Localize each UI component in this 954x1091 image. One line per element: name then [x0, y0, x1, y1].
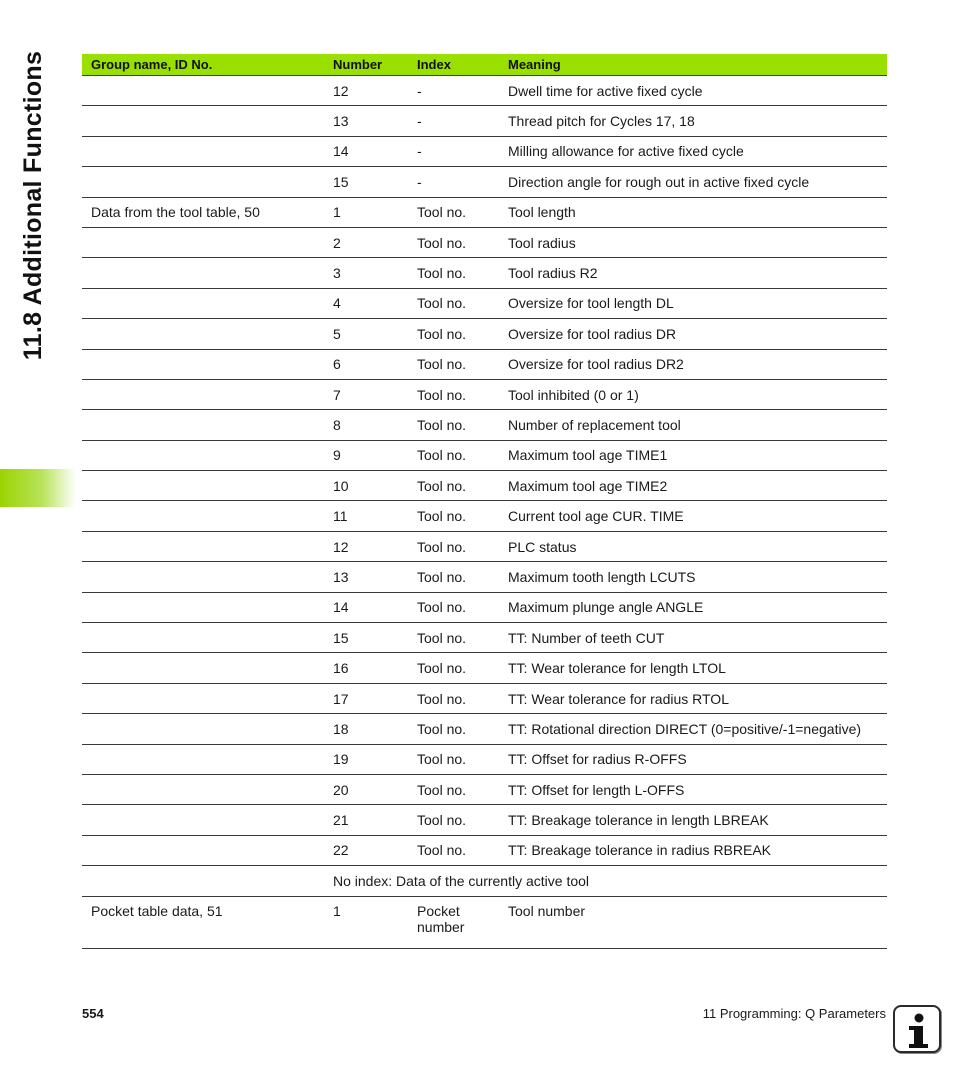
cell-group: [82, 167, 333, 197]
cell-meaning: Tool length: [508, 197, 887, 227]
cell-meaning: Maximum plunge angle ANGLE: [508, 592, 887, 622]
cell-meaning: Dwell time for active fixed cycle: [508, 76, 887, 106]
cell-group: [82, 744, 333, 774]
cell-group: [82, 805, 333, 835]
table-row: [82, 805, 887, 835]
cell-index: Tool no.: [417, 592, 508, 622]
cell-index: Tool no.: [417, 349, 508, 379]
cell-number: 4: [333, 288, 417, 318]
cell-group: [82, 136, 333, 166]
cell-meaning: Number of replacement tool: [508, 410, 887, 440]
cell-index: -: [417, 76, 508, 106]
cell-index: Tool no.: [417, 501, 508, 531]
table-row: [82, 76, 887, 106]
cell-number: 7: [333, 379, 417, 409]
cell-meaning: Maximum tool age TIME1: [508, 440, 887, 470]
table-row: [82, 744, 887, 774]
cell-meaning: Direction angle for rough out in active fixed cycle: [508, 167, 887, 197]
cell-meaning: TT: Offset for radius R-OFFS: [508, 744, 887, 774]
table-row: [82, 714, 887, 744]
q-parameter-table: [82, 54, 887, 949]
cell-index: Tool no.: [417, 227, 508, 257]
cell-index: Tool no.: [417, 531, 508, 561]
table-row: [82, 227, 887, 257]
header-index: Index: [417, 54, 508, 76]
table-row: [82, 197, 887, 227]
cell-index: -: [417, 106, 508, 136]
table-row: [82, 501, 887, 531]
table-row: [82, 653, 887, 683]
table-row: [82, 592, 887, 622]
cell-index: Tool no.: [417, 623, 508, 653]
cell-index: -: [417, 136, 508, 166]
cell-number: 3: [333, 258, 417, 288]
table-row: [82, 349, 887, 379]
cell-meaning: TT: Offset for length L-OFFS: [508, 774, 887, 804]
cell-index: Tool no.: [417, 562, 508, 592]
cell-meaning: Tool radius: [508, 227, 887, 257]
cell-group: [82, 835, 333, 865]
header-group: Group name, ID No.: [82, 54, 333, 76]
cell-group: [82, 683, 333, 713]
cell-group: [82, 653, 333, 683]
table-header: [82, 54, 887, 76]
cell-index: Tool no.: [417, 805, 508, 835]
cell-meaning: Oversize for tool radius DR: [508, 319, 887, 349]
table-row: [82, 531, 887, 561]
cell-index: Tool no.: [417, 774, 508, 804]
cell-number: 1: [333, 896, 417, 948]
cell-group: [82, 440, 333, 470]
info-icon: [893, 1005, 941, 1053]
pocket-row: [82, 896, 887, 948]
cell-meaning: Milling allowance for active fixed cycle: [508, 136, 887, 166]
cell-number: 22: [333, 835, 417, 865]
cell-group: [82, 319, 333, 349]
cell-number: 10: [333, 471, 417, 501]
cell-group: [82, 227, 333, 257]
cell-number: 14: [333, 592, 417, 622]
cell-meaning: TT: Breakage tolerance in radius RBREAK: [508, 835, 887, 865]
table-row: [82, 835, 887, 865]
cell-index: Tool no.: [417, 410, 508, 440]
cell-meaning: Tool number: [508, 896, 887, 948]
table-row: [82, 623, 887, 653]
cell-meaning: Oversize for tool length DL: [508, 288, 887, 318]
cell-meaning: Maximum tool age TIME2: [508, 471, 887, 501]
cell-meaning: Tool inhibited (0 or 1): [508, 379, 887, 409]
cell-index: Tool no.: [417, 744, 508, 774]
cell-group: [82, 774, 333, 804]
cell-number: 12: [333, 76, 417, 106]
cell-group: [82, 531, 333, 561]
table-row: [82, 136, 887, 166]
note-row: [82, 866, 887, 896]
cell-group: [82, 714, 333, 744]
table-row: [82, 774, 887, 804]
table-row: [82, 440, 887, 470]
cell-index: Tool no.: [417, 440, 508, 470]
table-row: [82, 288, 887, 318]
cell-index: Pocket number: [417, 896, 508, 948]
cell-number: 14: [333, 136, 417, 166]
cell-index: Tool no.: [417, 197, 508, 227]
cell-number: 19: [333, 744, 417, 774]
table-row: [82, 410, 887, 440]
table-header-row: [82, 54, 887, 76]
cell-group: [82, 106, 333, 136]
cell-number: 12: [333, 531, 417, 561]
cell-group: Pocket table data, 51: [82, 896, 333, 948]
side-chapter-title: [8, 52, 60, 358]
cell-index: -: [417, 167, 508, 197]
cell-meaning: PLC status: [508, 531, 887, 561]
header-meaning: Meaning: [508, 54, 887, 76]
cell-number: 17: [333, 683, 417, 713]
cell-number: 9: [333, 440, 417, 470]
cell-group: [82, 258, 333, 288]
cell-meaning: TT: Breakage tolerance in length LBREAK: [508, 805, 887, 835]
chapter-label: 11 Programming: Q Parameters: [702, 1006, 886, 1021]
cell-number: 8: [333, 410, 417, 440]
table-row: [82, 319, 887, 349]
cell-meaning: Current tool age CUR. TIME: [508, 501, 887, 531]
cell-number: 13: [333, 106, 417, 136]
table-body: [82, 76, 887, 949]
cell-index: Tool no.: [417, 653, 508, 683]
cell-number: 15: [333, 167, 417, 197]
cell-number: 21: [333, 805, 417, 835]
cell-number: 2: [333, 227, 417, 257]
cell-index: Tool no.: [417, 471, 508, 501]
table-row: [82, 471, 887, 501]
cell-number: 15: [333, 623, 417, 653]
cell-meaning: Maximum tooth length LCUTS: [508, 562, 887, 592]
cell-number: 1: [333, 197, 417, 227]
cell-group: [82, 501, 333, 531]
cell-group: [82, 866, 333, 896]
cell-index: Tool no.: [417, 835, 508, 865]
cell-group: [82, 471, 333, 501]
table-row: [82, 106, 887, 136]
note-text: No index: Data of the currently active tool: [333, 866, 887, 896]
cell-group: [82, 562, 333, 592]
cell-group: [82, 288, 333, 318]
cell-meaning: TT: Wear tolerance for radius RTOL: [508, 683, 887, 713]
cell-number: 11: [333, 501, 417, 531]
cell-meaning: TT: Number of teeth CUT: [508, 623, 887, 653]
cell-index: Tool no.: [417, 714, 508, 744]
cell-meaning: TT: Wear tolerance for length LTOL: [508, 653, 887, 683]
cell-index: Tool no.: [417, 288, 508, 318]
cell-group: [82, 410, 333, 440]
cell-number: 6: [333, 349, 417, 379]
cell-meaning: Thread pitch for Cycles 17, 18: [508, 106, 887, 136]
side-chapter-title-text: 11.8 Additional Functions: [19, 50, 48, 360]
cell-index: Tool no.: [417, 683, 508, 713]
cell-index: Tool no.: [417, 319, 508, 349]
table-row: [82, 258, 887, 288]
cell-group: [82, 379, 333, 409]
cell-index: Tool no.: [417, 379, 508, 409]
cell-group: Data from the tool table, 50: [82, 197, 333, 227]
cell-meaning: TT: Rotational direction DIRECT (0=positive/-1=negative): [508, 714, 887, 744]
cell-meaning: Oversize for tool radius DR2: [508, 349, 887, 379]
cell-number: 5: [333, 319, 417, 349]
cell-meaning: Tool radius R2: [508, 258, 887, 288]
table-row: [82, 379, 887, 409]
cell-number: 18: [333, 714, 417, 744]
chapter-tab-marker: [0, 469, 76, 507]
header-number: Number: [333, 54, 417, 76]
table-row: [82, 562, 887, 592]
cell-group: [82, 623, 333, 653]
cell-number: 20: [333, 774, 417, 804]
cell-group: [82, 592, 333, 622]
cell-number: 16: [333, 653, 417, 683]
cell-index: Tool no.: [417, 258, 508, 288]
table-row: [82, 167, 887, 197]
table-row: [82, 683, 887, 713]
cell-group: [82, 349, 333, 379]
cell-group: [82, 76, 333, 106]
page-number: 554: [82, 1006, 104, 1021]
cell-number: 13: [333, 562, 417, 592]
